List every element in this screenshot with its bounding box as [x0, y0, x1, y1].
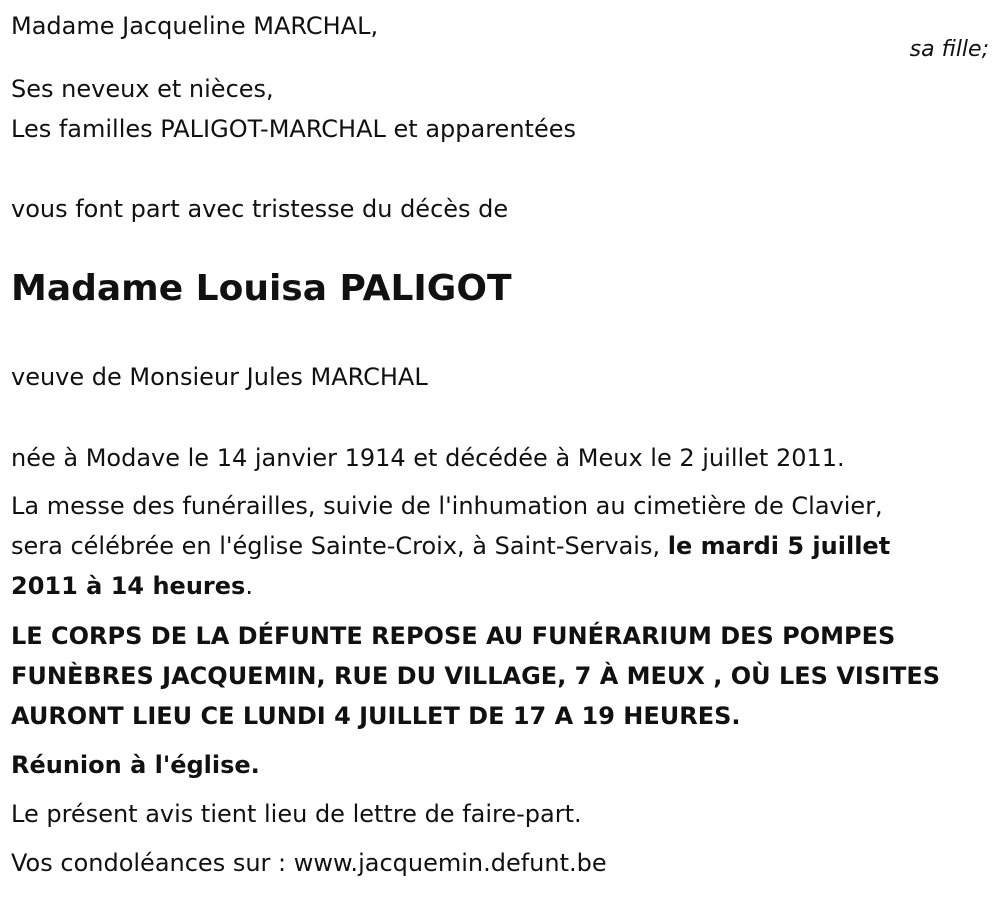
deceased-name: Madame Louisa PALIGOT: [11, 268, 512, 309]
daughter-line: Madame Jacqueline MARCHAL,: [11, 12, 379, 40]
funeral-line-3-end: .: [245, 572, 253, 600]
visitation-line-2: FUNÈBRES JACQUEMIN, RUE DU VILLAGE, 7 À MEUX , OÙ LES VISITES: [11, 662, 941, 690]
funeral-time: 2011 à 14 heures: [11, 572, 246, 600]
funeral-line-1: La messe des funérailles, suivie de l'inhumation au cimetière de Clavier,: [11, 492, 883, 520]
funeral-line-2-text: sera célébrée en l'église Sainte-Croix, à Saint-Servais,: [11, 532, 668, 560]
visitation-line-3: AURONT LIEU CE LUNDI 4 JUILLET DE 17 A 19 HEURES.: [11, 702, 741, 730]
funeral-date: le mardi 5 juillet: [667, 532, 891, 560]
funeral-line-2: [11, 530, 890, 562]
funeral-line-3: [11, 570, 253, 602]
visitation-line-1: LE CORPS DE LA DÉFUNTE REPOSE AU FUNÉRARIUM DES POMPES: [11, 622, 896, 650]
meeting-line: Réunion à l'église.: [11, 751, 260, 779]
notice-line: Le présent avis tient lieu de lettre de faire-part.: [11, 800, 582, 828]
widow-line: veuve de Monsieur Jules MARCHAL: [11, 363, 428, 391]
condolences-line: Vos condoléances sur : www.jacquemin.defunt.be: [11, 849, 607, 877]
families-line: Les familles PALIGOT-MARCHAL et apparentées: [11, 115, 576, 143]
birth-death-line: née à Modave le 14 janvier 1914 et décédée à Meux le 2 juillet 2011.: [11, 444, 845, 472]
nephews-line: Ses neveux et nièces,: [11, 75, 274, 103]
intro-line: vous font part avec tristesse du décès de: [11, 195, 509, 223]
daughter-role: sa fille;: [909, 37, 989, 62]
